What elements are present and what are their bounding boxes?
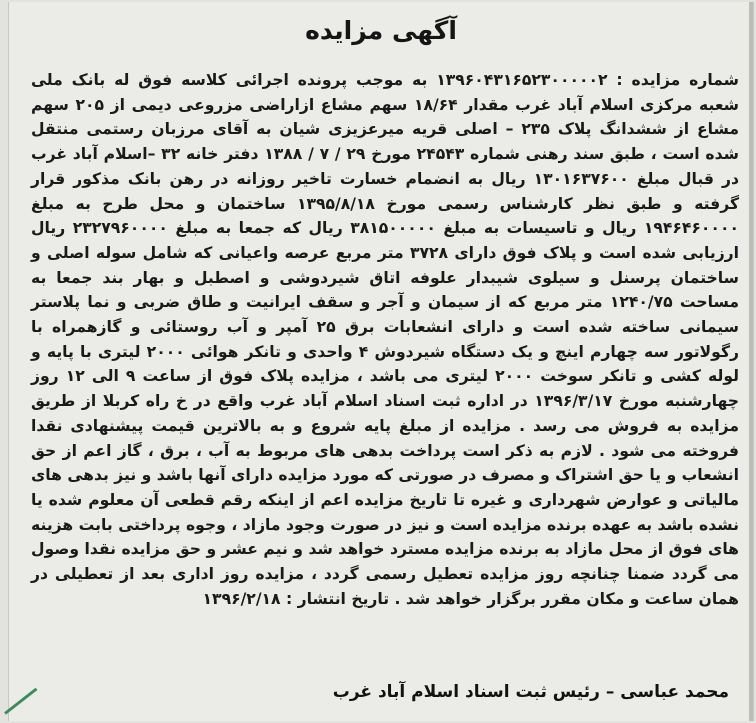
notice-title: آگهی مزایده (305, 16, 457, 45)
notice-body: شماره مزایده : ۱۳۹۶۰۴۳۱۶۵۲۳۰۰۰۰۰۲ به موجب پرونده اجرائی کلاسه فوق له بانک ملی شعبه مرکزی اسلام آباد غرب مقدار ۱۸/۶۴ سهم مشاع ازاراضی مزروعی دیمی از ۲۰۵ سهم مشاع از ششدانگ پلاک ۲۳۵ – اصلی قریه میرعزیزی شیان به آقای مرزبان رستمی منتقل شده است ، طبق سند رهنی شماره ۲۴۵۴۳ مورخ ۲۹ / ۷ / ۱۳۸۸ دفتر خانه ۳۲ –اسلام آباد غرب در قبال مبلغ ۱۳۰۱۶۳۷۶۰۰ ریال به انضمام خسارت تاخیر روزانه در رهن بانک مذکور قرار گرفته و طبق نظر کارشناس رسمی مورخ ۱۳۹۵/۸/۱۸ ساختمان و محل طرح به مبلغ ۱۹۴۶۴۶۰۰۰۰ ریال و تاسیسات به مبلغ ۳۸۱۵۰۰۰۰۰ ریال که جمعا به مبلغ ۲۳۲۷۹۶۰۰۰۰ ریال ارزیابی شده است و پلاک فوق دارای ۳۷۲۸ متر مربع عرصه واعیانی که شامل سوله اصلی و ساختمان پرسنل و سیلوی شیبدار علوفه اتاق شیردوشی و اصطبل و بهار بند جمعا به مساحت ۱۲۴۰/۷۵ متر مربع که از سیمان و آجر و سقف ایرانیت و طاق ضربی و نما پلاستر سیمانی ساخته شده است و دارای انشعابات برق ۲۵ آمپر و آب روستائی و گازهمراه با رگولاتور سه چهارم اینچ و یک دستگاه شیردوش ۴ واحدی و تانکر هوائی ۲۰۰۰ لیتری با پایه و لوله کشی و تانکر سوخت ۲۰۰۰ لیتری می باشد ، مزایده پلاک فوق از ساعت ۹ الی ۱۲ روز چهارشنبه مورخ ۱۳۹۶/۳/۱۷ در اداره ثبت اسناد اسلام آباد غرب واقع در خ راه کربلا از طریق مزایده به فروش می رسد . مزایده از مبلغ پایه شروع و به بالاترین قیمت پیشنهادی نقدا فروخته می شود . لازم به ذکر است پرداخت بدهی های مربوط به آب ، برق ، گاز اعم از حق انشعاب و یا حق اشتراک و مصرف در صورتی که مورد مزایده دارای آنها باشد و نیز بدهی های مالیاتی و عوارض شهرداری و غیره تا تاریخ مزایده اعم از اینکه رقم قطعی آن معلوم شده یا نشده باشد به عهده برنده مزایده است و نیز در صورت وجود مازاد ، وجوه پرداختی بابت هزینه های فوق از محل مازاد به برنده مزایده مسترد خواهد شد و نیم عشر و حق مزایده نقدا وصول می گردد ضمنا چنانچه روز مزایده تعطیل رسمی گردد ، مزایده روز اداری بعد از تعطیلی در همان ساعت و مکان مقرر برگزار خواهد شد . تاریخ انتشار : ۱۳۹۶/۲/۱۸ (31, 71, 740, 608)
green-pen-mark (4, 688, 37, 715)
newspaper-clipping (8, 2, 754, 721)
notice-signature: محمد عباسی – رئیس ثبت اسناد اسلام آباد غرب (332, 682, 729, 702)
page-edge-shadow (749, 2, 753, 721)
